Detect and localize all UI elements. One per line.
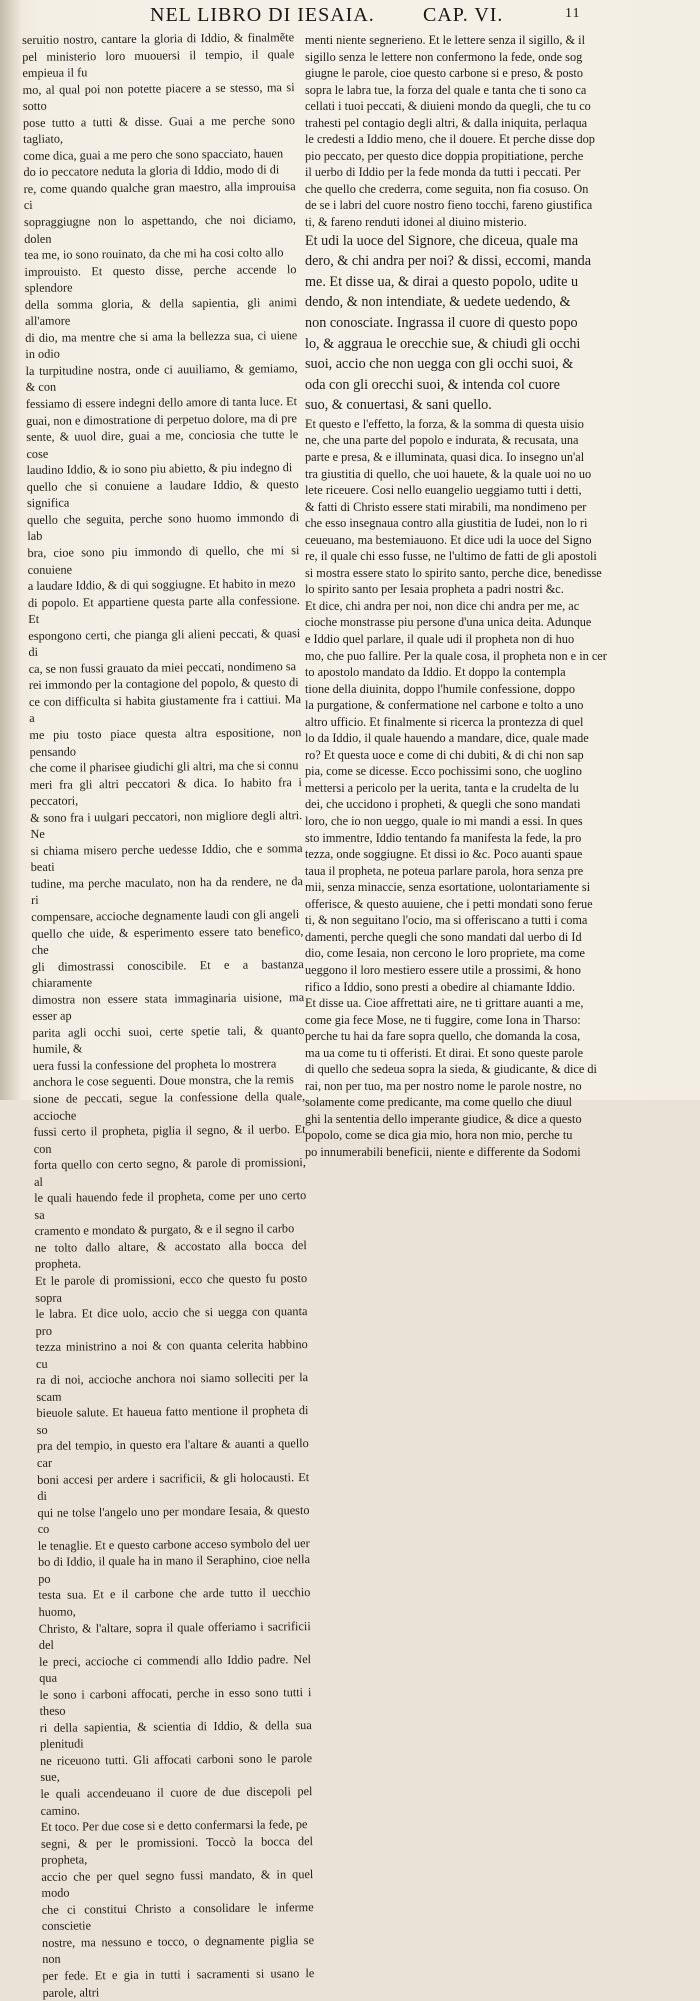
text-line: meri fra gli altri peccatori & dica. Io habito fra i peccatori, (29, 774, 302, 809)
text-line: non conosciate. Ingrassa il cuore di questo popo (305, 314, 578, 331)
text-line: giugne le parole, cioe questo carbone si e preso, & posto (305, 66, 583, 81)
text-line: cioche monstrasse piu persone d'una unica deita. Adunque (305, 615, 592, 630)
text-line: fessiamo di essere indegni dello amore di tanta luce. Et (25, 394, 298, 412)
text-line: parte e presa, & e illuminata, quasi dica. Io insegno un'al (305, 450, 585, 464)
text-line: tudine, ma perche maculato, non ha da rendere, ne da ri (30, 873, 303, 908)
text-line: che ci constitui Christo a consolidare le inferme conscietie (41, 1899, 314, 1934)
text-line: mettersi a pericolo per la uerita, tanta e la crudelta de lu (305, 780, 579, 795)
text-line: anchora le cose seguenti. Doue monstra, che la remis (32, 1072, 294, 1090)
text-line: segni, & per le promissioni. Toccò la bocca del propheta, (40, 1833, 314, 1868)
text-line: lo, & aggraua le orecchie sue, & chiudi gli occhi (305, 335, 581, 352)
text-line: tra giustitia di quello, che uoi hauete, & la quale uoi no uo (305, 466, 592, 481)
text-line: testa sua. Et e il carbone che arde tutto il uecchio huomo, (38, 1585, 311, 1619)
text-line: dio, come Iesaia, non cercono le loro propriete, ma come (305, 946, 585, 961)
text-line: re, come quando qualche gran maestro, alla improuisa ci (23, 179, 296, 213)
text-line: mo, al qual poi non potette piacere a se stesso, ma si sotto (22, 79, 295, 114)
running-title: NEL LIBRO DI IESAIA. (150, 4, 375, 26)
text-line: sigillo senza le lettere non confermono la fede, onde sog (305, 49, 583, 64)
text-line: le quali accendeuano il cuore de due discepoli pel camino. (40, 1784, 313, 1818)
text-line: si chiama misero perche uedesse Iddio, che e somma beati (30, 840, 303, 875)
text-line: dimostra non essere stata immaginaria uisione, ma esser ap (32, 989, 305, 1024)
text-line: Et dice, chi andra per noi, non dice chi andra per me, ac (305, 598, 580, 613)
text-line: tione della diuinita, doppo l'humile confessione, doppo (305, 681, 575, 696)
text-line: di quello che sedeua sopra la sieda, & giudicante, & dice di (305, 1062, 597, 1077)
text-line: che come il pharisee giudichi gli altri, ma che si connu (29, 758, 299, 776)
text-line: qui ne tolse l'angelo uno per mondare Iesaia, & questo co (37, 1502, 310, 1537)
text-line: altro ufficio. Et finalmente si ricerca la prontezza di quel (305, 714, 584, 729)
text-line: ne tolto dallo altare, & accostato alla bocca del propheta. (34, 1238, 307, 1272)
text-line: do io peccatore neduta la gloria di Iddio, modo di di (23, 162, 280, 180)
text-line: le sono i carboni affocati, perche in esso sono tutti i theso (39, 1684, 312, 1719)
text-line: bo di Iddio, il quale ha in mano il Seraphino, cioe nella po (37, 1552, 311, 1586)
text-line: le preci, accioche ci commendi allo Iddio padre. Nel qua (38, 1651, 312, 1686)
chapter-number: CAP. VI. (423, 4, 504, 26)
right-column (305, 32, 688, 1161)
text-line: laudino Iddio, & io sono piu abietto, & piu indegno di (26, 460, 293, 478)
text-line: Christo, & l'altare, sopra il quale offeriamo i sacrificii del (38, 1618, 311, 1652)
text-line: ghi la sententia dello imperante giudice, & dice a questo (305, 1111, 582, 1126)
text-line: ce con difficulta si habita giustamente fra i cattiui. Ma a (28, 691, 302, 726)
text-line: perche tu hai da fare sopra quello, che domanda la cosa, (305, 1029, 581, 1044)
text-line: accio che per quel segno fussi mandato, & in quel modo (41, 1866, 314, 1901)
text-line: ne, che una parte del popolo e indurata, & recusata, una (305, 433, 579, 448)
text-line: offerisce, & questo auuiene, che i petti mondati sono ferue (305, 896, 593, 911)
text-line: Et disse ua. Cioe affrettati aire, ne ti grittare auanti a me, (305, 996, 584, 1011)
text-line: boni accesi per ardere i sacrificii, & gli holocausti. Et di (37, 1469, 310, 1504)
text-line: Et le parole di promissioni, ecco che questo fu posto sopra (35, 1271, 308, 1305)
text-line: rifico a Iddio, sono presti a obedire al chiamante Iddio. (305, 979, 576, 994)
text-line: tea me, io sono rouinato, da che mi ha cosi colto allo (24, 245, 284, 263)
text-line: ma ua come tu ti offeristi. Et dirai. Et sono queste parole (305, 1045, 584, 1060)
text-line: le quali hauendo fede il propheta, come per uno certo sa (34, 1188, 307, 1222)
text-line: taua il propheta, ne poteua parlare parola, hora senza pre (305, 863, 584, 878)
running-header (120, 4, 680, 30)
text-line: espongono certi, che pianga gli alieni peccati, & quasi di (28, 625, 301, 660)
text-line: de se i labri del cuore nostro fieno tocchi, fareno giustifica (305, 198, 593, 213)
text-line: re, il quale chi esso fusse, ne l'ultimo de fatti de gli apostoli (305, 549, 597, 564)
text-line: mii, senza minaccie, senza esortatione, uolontariamente si (305, 880, 591, 895)
text-line: dero, & chi andra per noi? & dissi, eccomi, manda (305, 253, 592, 270)
text-line: menti niente segnerieno. Et le lettere senza il sigillo, & il (305, 33, 586, 47)
text-line: lo da Iddio, il quale hauendo a mandare, dice, quale made (305, 731, 589, 746)
text-line: pra del tempio, in questo era l'altare & auanti a quello car (36, 1436, 309, 1470)
text-line: compensare, accioche degnamente laudi con gli angeli (31, 907, 300, 924)
text-line: pia, come se dicesse. Ecco pochissimi sono, che uoglino (305, 764, 582, 779)
text-line: tezza ministrino a noi & con quanta celerita habbino cu (35, 1337, 308, 1371)
text-line: dei, che uccidono i propheti, & quegli che sono mandati (305, 797, 581, 812)
text-line: ceueuano, ma bestemiauono. Et dice udi la uoce del Signo (305, 532, 592, 547)
text-line: & fatti di Christo essere stati mirabili, ma nondimeno per (305, 499, 587, 514)
text-line: quello che si conuiene a laudare Iddio, & questo significa (26, 476, 299, 511)
text-line: che esso insegnaua contro alla giustitia de Iudei, non lo ri (305, 516, 588, 531)
text-line: ne riceuono tutti. Gli affocati carboni sono le parole sue, (40, 1750, 313, 1785)
text-line: guai, non e dimostratione di perpetuo dolore, ma di pre (25, 410, 297, 428)
text-line: po innumerabili beneficii, niente e differente da Sodomi (305, 1144, 581, 1159)
text-line: sopraggiugne non lo aspettando, che noi diciamo, dolen (23, 212, 297, 246)
text-line: ueggono il loro mestiero essere utile a prossimi, & hono (305, 962, 581, 977)
text-line: Et toco. Per due cose si e detto confermarsi la fede, pe (40, 1817, 308, 1834)
text-line: quello che seguita, perche sono huomo immondo di lab (27, 509, 300, 544)
text-line: forta quello con certo segno, & parole di promissioni, al (33, 1155, 306, 1189)
text-line: pose tutto a tutti & disse. Guai a me perche sono tagliato, (22, 112, 296, 147)
text-line: improuisto. Et questo disse, perche accende lo splendore (24, 261, 297, 296)
text-line: dendo, & non intendiate, & uedete uedendo, & (305, 294, 571, 311)
right-column-commentary-bottom (305, 416, 688, 1161)
text-line: le credesti a Iddio meno, che il douere. Et perche disse dop (305, 132, 595, 147)
text-line: ti, & non seguitano l'ocio, ma si offeriscano a tutti i coma (305, 913, 588, 928)
text-line: la turpitudine nostra, onde ci auuiliamo, & gemiamo, & con (25, 361, 298, 395)
text-line: le tenaglie. Et e questo carbone acceso symbolo del uer (37, 1535, 310, 1553)
text-line: seruitio nostro, cantare la gloria di Iddio, & finalmẽte pel ministerio loro muouersi il tempio, il quale empieua il fu (22, 30, 295, 81)
text-line: per fede. Et e gia in tutti i sacramenti si usano le parole, altri (42, 1966, 315, 2000)
text-line: sente, & uuol dire, guai a me, conciosia che tutte le cose (26, 427, 299, 461)
text-line: ca, se non fussi grauato da miei peccati, nondimeno sa (28, 658, 297, 676)
text-line: & sono fra i uulgari peccatori, non migliore degli altri. Ne (30, 807, 303, 842)
text-line: nostre, ma nessuno e tocco, o degnamente piglia se non (41, 1932, 315, 1967)
text-line: damenti, perche quegli che sono mandati dal uerbo di Id (305, 929, 582, 944)
text-line: rei immondo per la contagione del popolo, & questo di (28, 675, 299, 693)
text-line: a laudare Iddio, & di qui soggiugne. Et habito in mezo (27, 576, 296, 594)
text-line: suo, & conuertasi, & sani quello. (305, 397, 492, 414)
text-line: sto immentre, Iddio tentando fa manifesta la fede, la pro (305, 830, 582, 845)
gutter-shadow (0, 0, 22, 1100)
text-line: e Iddio quel parlare, il quale udi il propheta non di huo (305, 632, 575, 647)
text-line: ra di noi, accioche anchora noi siamo solleciti per la scam (36, 1370, 309, 1404)
folio-number: 11 (565, 6, 581, 21)
text-line: come dica, guai a me pero che sono spacciato, hauen (23, 146, 284, 163)
text-line: sopra le labra tue, la forza del quale e tanta che ti sono ca (305, 82, 587, 97)
text-line: me. Et disse ua, & dirai a questo popolo, udite u (305, 273, 579, 290)
text-line: tezza, onde soggiugne. Et dissi io &c. Poco auanti spaue (305, 847, 583, 862)
text-line: lo spirito santo per Iesaia propheta a padri nostri &c. (305, 582, 564, 597)
text-line: quello che uide, & esperimento essere tato benefico, che (31, 923, 304, 958)
text-line: della somma gloria, & della sapientia, gli animi all'amore (24, 294, 297, 329)
text-line: popolo, come se dica gia mio, hora non mio, perche tu (305, 1128, 573, 1143)
text-line: gli dimostrassi conoscibile. Et e a bastanza chiaramente (31, 956, 304, 991)
text-line: come gia fece Mose, ne ti fuggire, come Iona in Tharso: (305, 1012, 581, 1027)
text-line: parita agli occhi suoi, certe spetie tali, & quanto humile, & (32, 1022, 305, 1057)
text-line: oda con gli orecchi suoi, & intenda col cuore (305, 376, 560, 393)
text-line: Et udi la uoce del Signore, che diceua, quale ma (305, 232, 579, 249)
left-column (22, 29, 315, 2001)
text-line: ro? Et questa uoce e come di chi dubiti, & di chi non sap (305, 747, 584, 762)
text-line: le labra. Et dice uolo, accio che si uegga con quanta pro (35, 1304, 308, 1338)
text-line: la purgatione, & confermatione nel carbone e tolto a uno (305, 698, 584, 713)
text-line: uera fussi la confessione del propheta lo mostrera (32, 1056, 277, 1073)
right-column-scripture-passage (305, 231, 688, 416)
text-line: solamente come predicante, ma come quello che diuul (305, 1095, 573, 1110)
text-line: fussi certo il propheta, piglia il segno, & il uerbo. Et con (33, 1122, 306, 1156)
text-line: che quello che crederra, come seguita, non fia cosuso. On (305, 181, 589, 196)
text-line: me piu tosto piace questa altra espositione, non pensando (29, 725, 302, 759)
text-line: si mostra essere stato lo spirito santo, perche dice, benedisse (305, 565, 602, 580)
text-line: bieuole salute. Et haueua fatto mentione il propheta di so (36, 1403, 309, 1437)
text-line: il uerbo di Iddio per la fede monda da tutti i peccati. Per (305, 165, 581, 180)
text-line: pio peccato, per questo dice doppia propitiatione, perche (305, 148, 584, 163)
text-line: ri della sapientia, & scientia di Iddio, & della sua plenitudi (39, 1717, 312, 1752)
text-line: suoi, accio che non uegga con gli occhi suoi, & (305, 356, 574, 373)
text-line: mo, che puo fallire. Per la quale cosa, il propheta non e in cer (305, 648, 607, 663)
text-line: cramento e mondato & purgato, & e il segno il carbo (34, 1221, 295, 1239)
text-line: trahesti pel contagio degli altri, & dalla iniquita, perlaqua (305, 115, 588, 130)
text-line: di popolo. Et appartiene questa parte alla confessione. Et (27, 592, 301, 627)
text-line: sione de peccati, segue la confessione della quale, accioche (33, 1089, 306, 1123)
text-line: rai, non per tuo, ma per nostro nome le parole nostre, no (305, 1078, 582, 1093)
text-line: loro, che io non ueggo, quale io mi mandi a essi. In ques (305, 814, 583, 829)
text-line: Et questo e l'effetto, la forza, & la somma di questa uisio (305, 416, 584, 431)
text-line: di dio, ma mentre che si ama la bellezza sua, ci uiene in odio (25, 327, 298, 362)
right-column-commentary-top (305, 32, 688, 231)
text-line: cellati i tuoi peccati, & diuieni mondo da quegli, che tu co (305, 99, 591, 114)
text-line: lete riceuere. Cosi nello euangelio ueggiamo tutti i detti, (305, 483, 582, 498)
text-line: bra, cioe sono piu immondo di quello, che mi si conuiene (27, 543, 300, 577)
text-line: ti, & fareno renduti idonei al diuino misterio. (305, 215, 527, 230)
text-line: to apostolo mandato da Iddio. Et doppo la contempla (305, 665, 566, 680)
